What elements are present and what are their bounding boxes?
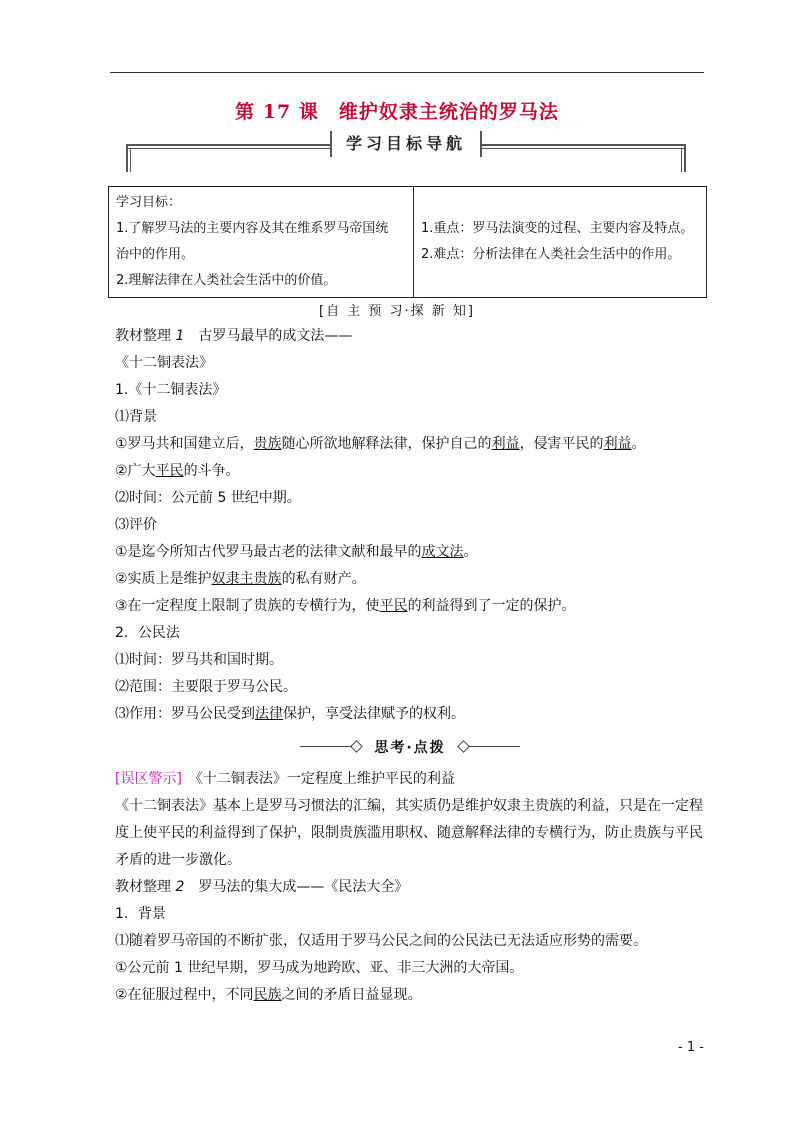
material-heading-2 (115, 876, 408, 896)
goals-left-line: 学习目标： (116, 195, 182, 210)
warning-line (115, 768, 455, 788)
material-text: 罗马法的集大成——《民法大全》 (184, 879, 409, 895)
text-line: ⑴随着罗马帝国的不断扩张，仅适用于罗马公民之间的公民法已无法适应形势的需要。 (115, 933, 647, 949)
warning-text: 《十二铜表法》一定程度上维护平民的利益 (181, 771, 455, 787)
text-run: ①罗马共和国建立后， (115, 436, 254, 452)
text-run: 的利益得到了一定的保护。 (407, 598, 576, 614)
material-text: 古罗马最早的成文法—— (184, 328, 353, 344)
goals-right-line: 2.难点：分析法律在人类社会生活中的作用。 (421, 247, 681, 262)
underlined-term: 奴隶主贵族 (211, 571, 282, 587)
text-run: ，侵害平民的 (519, 436, 604, 452)
text-run: 。 (631, 436, 646, 452)
divider-line-left (300, 746, 352, 747)
text-run: 随心所欲地解释法律，保护自己的 (281, 436, 492, 452)
underlined-term: 利益 (491, 436, 520, 452)
underlined-term: 法律 (255, 706, 283, 722)
banner-left-edge (126, 144, 128, 172)
text-run: ⑶作用：罗马公民受到 (115, 706, 255, 722)
text-run: 之间的矛盾日益显现。 (281, 987, 422, 1003)
page-number: - 1 - (678, 1040, 704, 1055)
text-run: 的私有财产。 (281, 571, 366, 587)
page-title: 第 17 课 维护奴隶主统治的罗马法 (235, 101, 559, 123)
banner-label: 学习目标导航 (330, 131, 482, 157)
item-heading: ⑴时间：罗马共和国时期。 (115, 652, 283, 668)
item-heading: ⑵范围：主要限于罗马公民。 (115, 679, 297, 695)
item-heading: ⑵时间：公元前 5 世纪中期。 (115, 490, 301, 506)
divider-line-right (468, 746, 520, 747)
material-number: 1 (175, 328, 185, 344)
paragraph-line: 《十二铜表法》基本上是罗马习惯法的汇编，其实质仍是维护奴隶主贵族的利益，只是在一定程 (115, 798, 703, 814)
paragraph-line: 度上使平民的利益得到了保护，限制贵族滥用职权、随意解释法律的专横行为，防止贵族与平民 (115, 825, 703, 841)
diamond-icon (350, 740, 363, 753)
subheading: 1.《十二铜表法》 (115, 382, 227, 398)
goals-cell-left (109, 187, 414, 298)
text-run: ①是迄今所知古代罗马最古老的法律文献和最早的 (115, 544, 422, 560)
material-heading-1 (115, 325, 352, 345)
underlined-term: 成文法 (421, 544, 464, 560)
underlined-term: 贵族 (253, 436, 282, 452)
item-heading: ⑶评价 (115, 517, 157, 533)
material-number: 2 (175, 879, 185, 895)
learning-goals-banner (126, 128, 686, 174)
text-run: 。 (463, 544, 478, 560)
think-label: 思考·点拨 (374, 740, 446, 756)
warning-tag: [误区警示] (115, 771, 182, 787)
learning-goals-table (108, 186, 707, 298)
section-heading: [自 主 预 习·探 新 知] (319, 304, 475, 319)
text-line (115, 984, 422, 1004)
banner-left-edge-inner (130, 148, 131, 172)
goals-left-line: 2.理解法律在人类社会生活中的价值。 (116, 273, 337, 288)
material-label: 教材整理 (115, 879, 176, 895)
subheading: 1．背景 (115, 906, 166, 922)
header-rule (110, 72, 704, 73)
subheading: 2．公民法 (115, 625, 180, 641)
text-run: 的斗争。 (183, 463, 240, 479)
goals-left-line: 治中的作用。 (116, 247, 195, 262)
underlined-term: 平民 (155, 463, 184, 479)
text-line (115, 541, 478, 561)
material-heading-1-cont: 《十二铜表法》 (115, 355, 213, 371)
goals-left-line: 1.了解罗马法的主要内容及其在维系罗马帝国统 (116, 221, 389, 236)
text-line (115, 568, 366, 588)
think-divider (300, 737, 520, 757)
banner-right-edge-inner (681, 148, 682, 172)
goals-cell-right (414, 187, 707, 298)
underlined-term: 民族 (253, 987, 282, 1003)
text-run: ②实质上是维护 (115, 571, 212, 587)
goals-right-line: 1.重点：罗马法演变的过程、主要内容及特点。 (421, 221, 694, 236)
underlined-term: 平民 (379, 598, 408, 614)
item-heading: ⑴背景 (115, 409, 157, 425)
text-run: ③在一定程度上限制了贵族的专横行为，使 (115, 598, 380, 614)
text-line (115, 595, 576, 615)
text-run: 保护，享受法律赋予的权利。 (283, 706, 465, 722)
paragraph-line: 矛盾的进一步激化。 (115, 852, 241, 868)
text-run: ②在征服过程中，不同 (115, 987, 254, 1003)
underlined-term: 利益 (603, 436, 632, 452)
text-line: ①公元前 1 世纪早期，罗马成为地跨欧、亚、非三大洲的大帝国。 (115, 960, 524, 976)
text-run: ②广大 (115, 463, 156, 479)
text-line (115, 460, 240, 480)
text-line (115, 703, 465, 723)
banner-right-edge (684, 144, 686, 172)
material-label: 教材整理 (115, 328, 176, 344)
text-line (115, 433, 646, 453)
